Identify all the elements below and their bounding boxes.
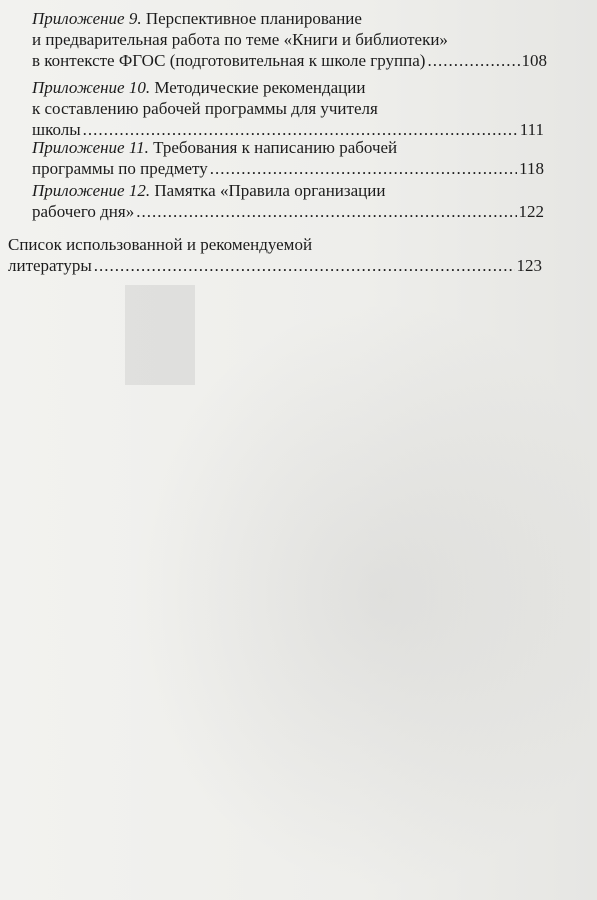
- entry-title-text: Методические рекомендации: [154, 78, 366, 97]
- toc-leader-line: [8, 255, 542, 276]
- page-number: 111: [519, 120, 544, 139]
- entry-title-text: программы по предмету: [32, 159, 208, 178]
- entry-title-text: литературы: [8, 256, 92, 275]
- page-number: 122: [518, 202, 544, 221]
- entry-title-text: в контексте ФГОС (подготовительная к школе группа): [32, 51, 426, 70]
- dot-leader: [210, 158, 517, 179]
- appendix-label: Приложение 12.: [32, 181, 151, 200]
- show-through-block: [125, 285, 195, 385]
- toc-leader-line: [32, 158, 544, 179]
- appendix-label: Приложение 9.: [32, 9, 142, 28]
- entry-title-text: и предварительная работа по теме «Книги и библиотеки»: [32, 30, 448, 49]
- toc-entry-first-line: [32, 180, 544, 201]
- appendix-label: Приложение 11.: [32, 138, 149, 157]
- show-through-shadow: [130, 300, 590, 890]
- toc-entry-appendix-12: [32, 180, 544, 222]
- dot-leader: [94, 255, 515, 276]
- toc-entry-bibliography: [8, 234, 542, 276]
- entry-title-text: к составлению рабочей программы для учителя: [32, 99, 378, 118]
- appendix-label: Приложение 10.: [32, 78, 151, 97]
- page-number: 123: [516, 256, 542, 275]
- page-number: 118: [519, 159, 544, 178]
- toc-entry-first-line: [32, 8, 547, 29]
- entry-title-text: рабочего дня»: [32, 202, 135, 221]
- toc-leader-line: [32, 201, 544, 222]
- entry-title-text: школы: [32, 120, 81, 139]
- toc-entry-first-line: [32, 77, 544, 98]
- dot-leader: [136, 201, 516, 222]
- toc-entry-appendix-10: [32, 77, 544, 140]
- toc-entry-first-line: [32, 137, 544, 158]
- entry-title-text: Памятка «Правила организации: [154, 181, 386, 200]
- dot-leader: [427, 50, 519, 71]
- entry-title-text: Перспективное планирование: [145, 9, 362, 28]
- toc-entry-appendix-11: [32, 137, 544, 179]
- page-number: 108: [521, 51, 547, 70]
- toc-leader-line: [32, 50, 547, 71]
- toc-entry-appendix-9: [32, 8, 547, 71]
- entry-title-text: Список использованной и рекомендуемой: [8, 235, 313, 254]
- entry-title-text: Требования к написанию рабочей: [153, 138, 398, 157]
